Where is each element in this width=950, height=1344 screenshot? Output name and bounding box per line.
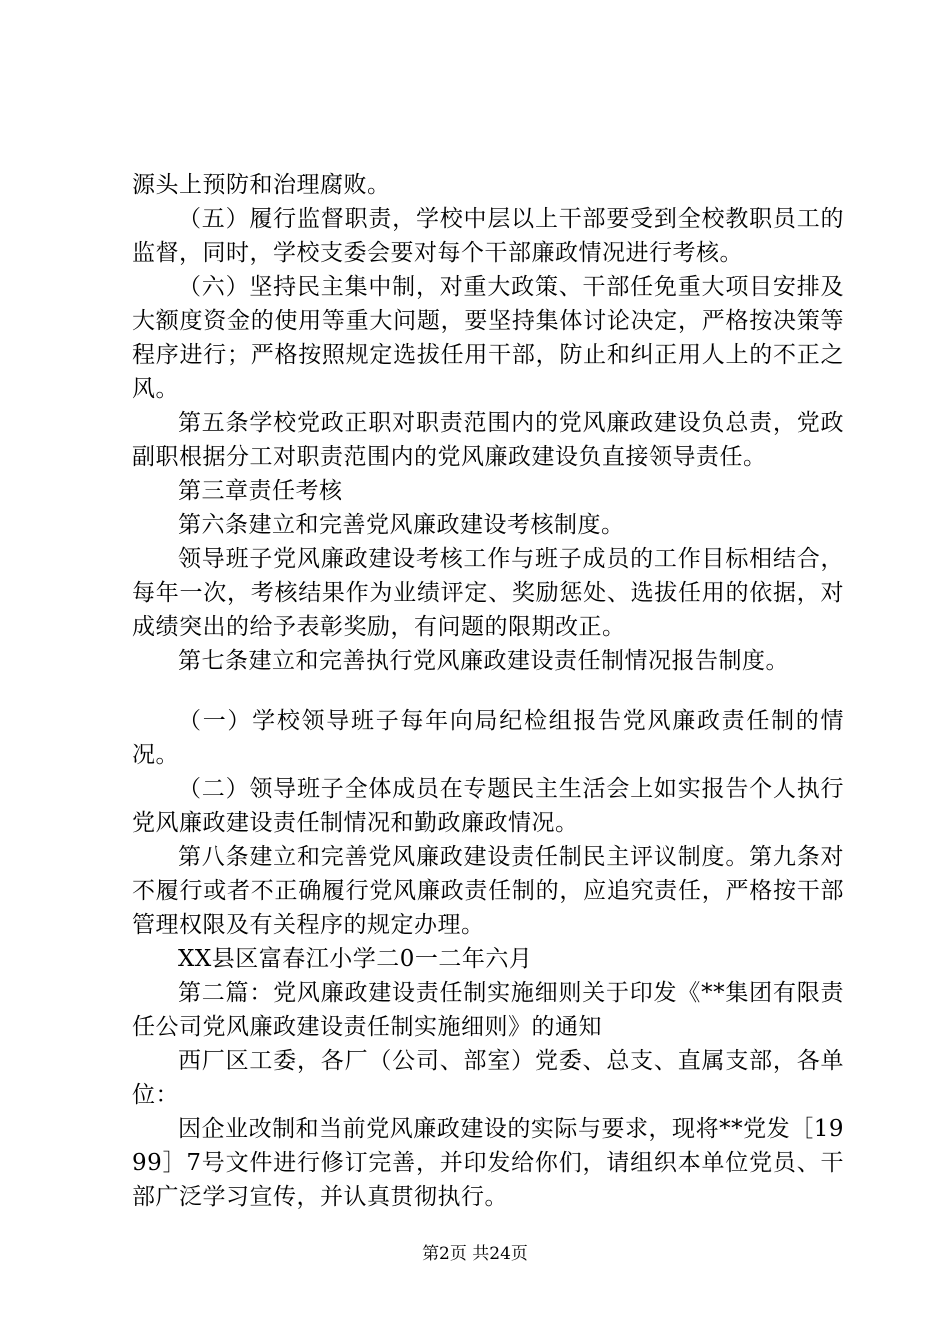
paragraph: 第七条建立和完善执行党风廉政建设责任制情况报告制度。 [178, 648, 789, 674]
paragraph: （二）领导班子全体成员在专题民主生活会上如实报告个人执行党风廉政建设责任制情况和勤政廉政情况。 [132, 776, 844, 836]
paragraph: 第八条建立和完善党风廉政建设责任制民主评议制度。第九条对不履行或者不正确履行党风廉政责任制的，应追究责任，严格按干部管理权限及有关程序的规定办理。 [132, 844, 844, 938]
page-number: 第2页 共24页 [422, 1244, 528, 1264]
paragraph: 第五条学校党政正职对职责范围内的党风廉政建设负总责，党政副职根据分工对职责范围内的党风廉政建设负直接领导责任。 [132, 410, 844, 470]
paragraph: 领导班子党风廉政建设考核工作与班子成员的工作目标相结合，每年一次，考核结果作为业绩评定、奖励惩处、选拔任用的依据，对成绩突出的给予表彰奖励，有问题的限期改正。 [132, 546, 844, 640]
section-title: 第二篇：党风廉政建设责任制实施细则关于印发《**集团有限责任公司党风廉政建设责任制实施细则》的通知 [132, 980, 844, 1040]
signature-line: XX县区富春江小学二0一二年六月 [178, 946, 533, 972]
paragraph: 因企业改制和当前党风廉政建设的实际与要求，现将**党发［1999］7号文件进行修订完善，并印发给你们，请组织本单位党员、干部广泛学习宣传，并认真贯彻执行。 [132, 1116, 844, 1210]
document-body [132, 168, 844, 1214]
paragraph: （六）坚持民主集中制，对重大政策、干部任免重大项目安排及大额度资金的使用等重大问题，要坚持集体讨论决定，严格按决策等程序进行；严格按照规定选拔任用干部，防止和纠正用人上的不正之风。 [132, 274, 844, 402]
addressee-line: 西厂区工委，各厂（公司、部室）党委、总支、直属支部，各单位： [132, 1048, 844, 1108]
paragraph: 第六条建立和完善党风廉政建设考核制度。 [178, 512, 625, 538]
paragraph: （五）履行监督职责，学校中层以上干部要受到全校教职员工的监督，同时，学校支委会要对每个干部廉政情况进行考核。 [132, 206, 844, 266]
chapter-heading: 第三章责任考核 [178, 478, 343, 504]
paragraph: 源头上预防和治理腐败。 [132, 172, 391, 198]
paragraph: （一）学校领导班子每年向局纪检组报告党风廉政责任制的情况。 [132, 708, 844, 768]
